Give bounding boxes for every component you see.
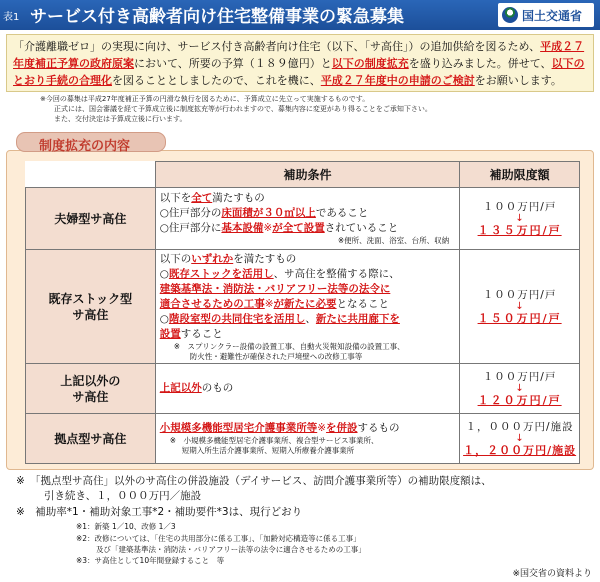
cond-text: 、 <box>305 312 316 325</box>
cond-highlight: 小規模多機能型居宅介護事業所等 <box>159 422 318 434</box>
row-type-couple <box>26 188 156 250</box>
intro-highlight: 以下のとおり手続の合理化 <box>13 57 585 87</box>
footnote-line: ※2：改修については、「住宅の共用部分に係る工事」、「加齢対応構造等に係る工事」 <box>76 534 361 543</box>
row-condition <box>155 364 459 414</box>
cond-mark: ※ <box>317 422 327 434</box>
cond-text: されていること <box>324 222 399 234</box>
cond-highlight: 適合させるための工事 <box>159 297 265 310</box>
top-notes <box>40 94 590 124</box>
source-note: ※国交省の資料より <box>512 569 592 579</box>
intro-text: を図ることとしましたので、これを機に、 <box>112 74 321 87</box>
cond-footnote: ※ スプリンクラー設備の設置工事、自動火災報知設備の設置工事、 <box>173 341 405 351</box>
cond-text: となること <box>336 297 390 310</box>
subsidy-table <box>25 161 580 464</box>
footnote-line: ※ 補助率*1・補助対象工事*2・補助要件*3は、現行どおり <box>16 506 303 518</box>
footnote-line: ※1：新築 1／10、改修 1／3 <box>76 522 176 531</box>
footnote-line: ※3：サ高住として10年間登録すること 等 <box>76 556 225 565</box>
cond-text: 満たすもの <box>212 192 265 204</box>
cond-highlight: 上記以外 <box>159 382 202 394</box>
cond-text: ○ <box>159 267 169 280</box>
intro-paragraph <box>6 34 594 92</box>
cond-highlight: が全て設置 <box>272 222 325 234</box>
row-condition <box>155 250 459 364</box>
cond-text: 、サ高住を整備する際に、 <box>273 267 400 280</box>
ministry-name: 国土交通省 <box>522 8 583 23</box>
amount-old: １００万円/戸 <box>482 288 557 301</box>
table-row <box>26 188 580 250</box>
row-condition <box>155 188 459 250</box>
table-header-row <box>26 162 580 188</box>
row-type-label: サ高住 <box>72 389 109 404</box>
cond-highlight: 新たに共用廊下を <box>315 312 400 325</box>
cond-highlight: 設置 <box>159 327 181 340</box>
footnote-line: 引き続き、１，０００万円／施設 <box>44 490 202 502</box>
mlit-logo-icon <box>502 7 518 23</box>
row-amount <box>460 188 580 250</box>
page-title: サービス付き高齢者向け住宅整備事業の緊急募集 <box>30 7 404 27</box>
row-type-other <box>26 364 156 414</box>
amount-new: １２０万円/戸 <box>477 393 562 407</box>
down-arrow-icon: ↓ <box>515 382 524 394</box>
note-line: 正式には、国会審議を経て予算成立後に制度拡充等が行われますので、募集内容に変更があり得ることをご承知下さい。 <box>54 105 432 113</box>
amount-new: １，２００万円/施設 <box>463 443 577 457</box>
cond-text: すること <box>180 327 223 340</box>
down-arrow-icon: ↓ <box>515 432 524 444</box>
cond-highlight: いずれか <box>191 252 234 265</box>
row-amount <box>460 364 580 414</box>
cond-text: ○住戸部分に <box>159 222 222 234</box>
cond-highlight: が新たに必要 <box>273 297 337 310</box>
note-line: また、交付決定は予算成立後に行います。 <box>54 115 187 123</box>
ministry-badge <box>498 3 594 27</box>
cond-footnote: ※ 小規模多機能型居宅介護事業所、複合型サービス事業所、 <box>169 436 379 445</box>
cond-text: ○住戸部分の <box>159 207 222 219</box>
down-arrow-icon: ↓ <box>515 300 524 312</box>
table-corner <box>26 162 156 188</box>
amount-old: １，０００万円/施設 <box>465 420 574 433</box>
row-condition <box>155 414 459 464</box>
cond-highlight: 建築基準法・消防法・バリアフリー法等の法令に <box>159 282 391 295</box>
cond-footnote: 防火性・避難性が確保された戸境壁への改修工事等 <box>189 351 363 361</box>
cond-highlight: 全て <box>191 192 213 204</box>
row-type-label: 上記以外の <box>60 373 121 388</box>
intro-text: を盛り込みました。併せて、 <box>408 57 552 70</box>
amount-old: １００万円/戸 <box>482 370 557 383</box>
system-expansion-panel <box>6 150 594 470</box>
cond-highlight: 基本設備 <box>221 222 264 234</box>
amount-new: １３５万円/戸 <box>477 223 562 237</box>
amount-old: １００万円/戸 <box>482 200 557 213</box>
section-tab <box>16 132 166 152</box>
table-label: 表1 <box>3 12 20 23</box>
row-type-label: サ高住 <box>72 307 109 322</box>
cond-footnote: ※便所、洗面、浴室、台所、収納 <box>337 236 450 245</box>
cond-text: のもの <box>201 382 234 394</box>
table-row <box>26 364 580 414</box>
intro-text: において、所要の予算（１８９億円）と <box>134 57 332 70</box>
header-condition: 補助条件 <box>155 162 459 188</box>
intro-text: 「介護離職ゼロ」の実現に向け、サービス付き高齢者向け住宅（以下、「サ高住」）の追加供給を図るため、 <box>13 40 541 53</box>
cond-text: 以下を <box>159 192 192 204</box>
row-type-label: 夫婦型サ高住 <box>54 211 127 226</box>
cond-text: 以下の <box>159 252 192 265</box>
intro-highlight: 平成２７年度中の申請のご検討 <box>320 74 475 87</box>
cond-text: を満たすもの <box>233 252 297 265</box>
cond-highlight: 床面積が３０㎡以上 <box>221 207 316 219</box>
header-limit: 補助限度額 <box>460 162 580 188</box>
note-line: ※今回の募集は平成27年度補正予算の円滑な執行を図るために、予算成立に先立って実施するものです。 <box>40 95 370 103</box>
row-amount <box>460 414 580 464</box>
table-row <box>26 250 580 364</box>
amount-new: １５０万円/戸 <box>477 311 562 325</box>
intro-text: をお願いします。 <box>474 74 562 87</box>
section-tab-label: 制度拡充の内容 <box>39 139 131 154</box>
cond-mark: ※ <box>264 297 274 310</box>
table-row <box>26 414 580 464</box>
footnote-line: ※ 「拠点型サ高住」以外のサ高住の併設施設（デイサービス、訪問介護事業所等）の補助限度額は、 <box>16 475 492 487</box>
row-type-hub <box>26 414 156 464</box>
footnote-line: 及び「建築基準法・消防法・バリアフリー法等の法令に適合させるための工事」 <box>96 545 366 554</box>
header-bar <box>0 0 600 30</box>
row-type-label: 拠点型サ高住 <box>54 431 127 446</box>
cond-highlight: を併設 <box>326 422 358 434</box>
cond-text: であること <box>315 207 369 219</box>
row-amount <box>460 250 580 364</box>
cond-text: ○ <box>159 312 169 325</box>
cond-footnote: 短期入所生活介護事業所、短期入所療養介護事業所 <box>181 446 355 455</box>
cond-highlight: 既存ストックを活用し <box>168 267 274 280</box>
cond-mark: ※ <box>263 222 273 234</box>
down-arrow-icon: ↓ <box>515 212 524 224</box>
row-type-existing-stock <box>26 250 156 364</box>
intro-highlight: 以下の制度拡充 <box>331 57 409 70</box>
intro-highlight: 平成２７年度補正予算の政府原案 <box>13 40 585 70</box>
cond-highlight: 階段室型の共同住宅を活用し <box>168 312 306 325</box>
cond-text: するもの <box>357 422 400 434</box>
row-type-label: 既存ストック型 <box>48 291 133 306</box>
